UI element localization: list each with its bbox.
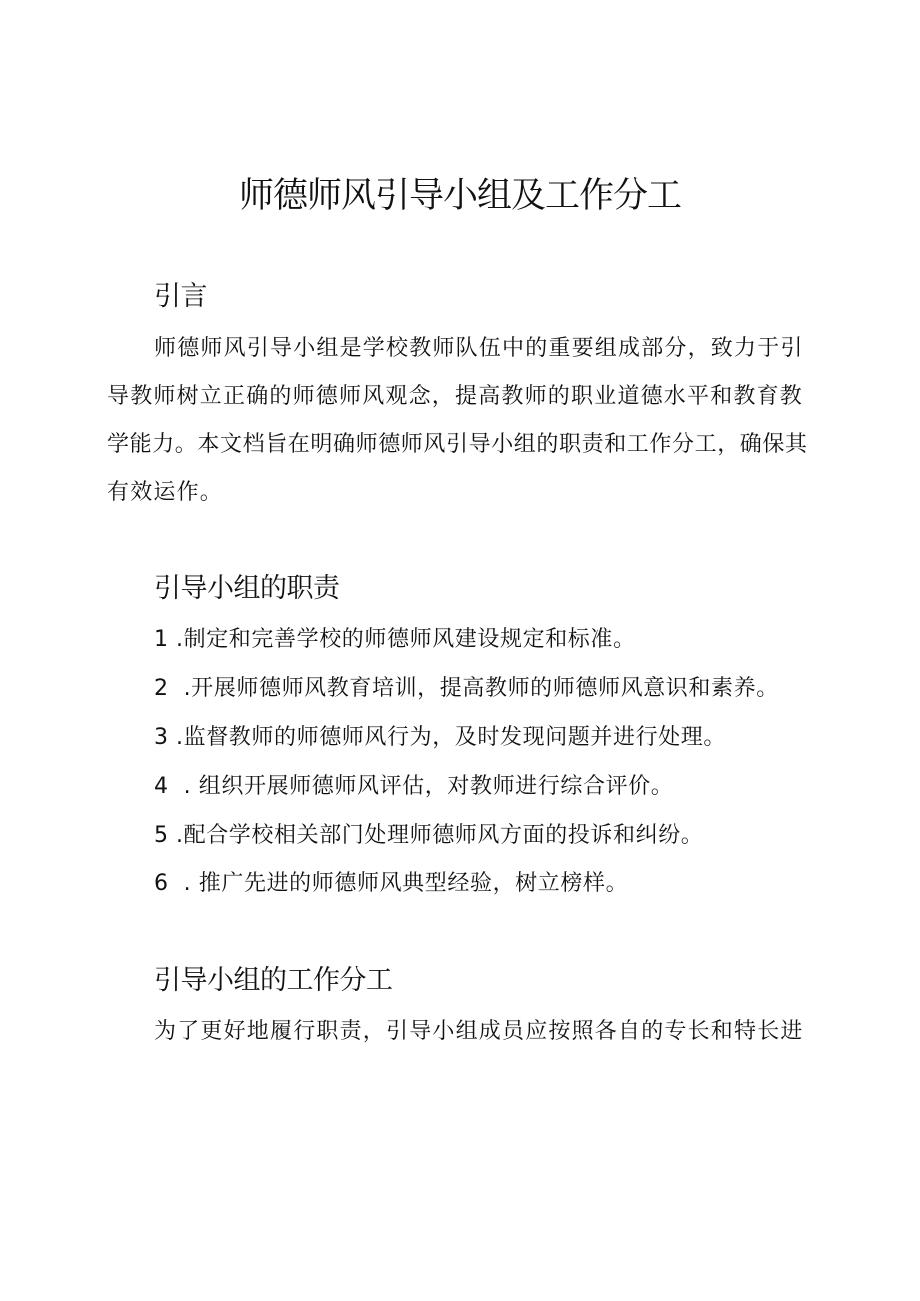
division-paragraph-line: 为了更好地履行职责，引导小组成员应按照各自的专长和特长进	[154, 1019, 804, 1044]
section-heading-division: 引导小组的工作分工	[154, 965, 393, 996]
duty-list-item	[154, 674, 779, 704]
intro-paragraph-line: 学能力。本文档旨在明确师德师风引导小组的职责和工作分工，确保其	[107, 432, 808, 457]
duty-text: .开展师德师风教育培训，提高教师的师德师风意识和素养。	[176, 676, 779, 701]
duty-text: . 组织开展师德师风评估，对教师进行综合评价。	[176, 774, 674, 799]
intro-paragraph-line: 导教师树立正确的师德师风观念，提高教师的职业道德水平和教育教	[107, 384, 804, 409]
duty-text: .制定和完善学校的师德师风建设规定和标准。	[176, 627, 636, 652]
duty-number: 2	[154, 676, 169, 701]
document-title: 师德师风引导小组及工作分工	[238, 176, 681, 216]
duty-number: 4	[154, 774, 169, 799]
duty-list-item	[154, 821, 703, 851]
duty-number: 1	[154, 627, 169, 652]
duty-text: .配合学校相关部门处理师德师风方面的投诉和纠纷。	[176, 823, 704, 848]
duty-list-item	[154, 723, 726, 753]
duty-list-item	[154, 869, 628, 899]
section-heading-intro: 引言	[154, 281, 207, 312]
duty-number: 6	[154, 871, 169, 896]
duty-text: . 推广先进的师德师风典型经验，树立榜样。	[176, 871, 629, 896]
duty-text: .监督教师的师德师风行为，及时发现问题并进行处理。	[176, 725, 726, 750]
intro-paragraph-line: 有效运作。	[107, 480, 224, 505]
duty-list-item	[154, 625, 636, 655]
intro-paragraph-line: 师德师风引导小组是学校教师队伍中的重要组成部分，致力于引	[154, 336, 804, 361]
duty-list-item	[154, 772, 673, 802]
duty-number: 3	[154, 725, 169, 750]
duty-number: 5	[154, 823, 169, 848]
section-heading-duties: 引导小组的职责	[154, 573, 340, 604]
